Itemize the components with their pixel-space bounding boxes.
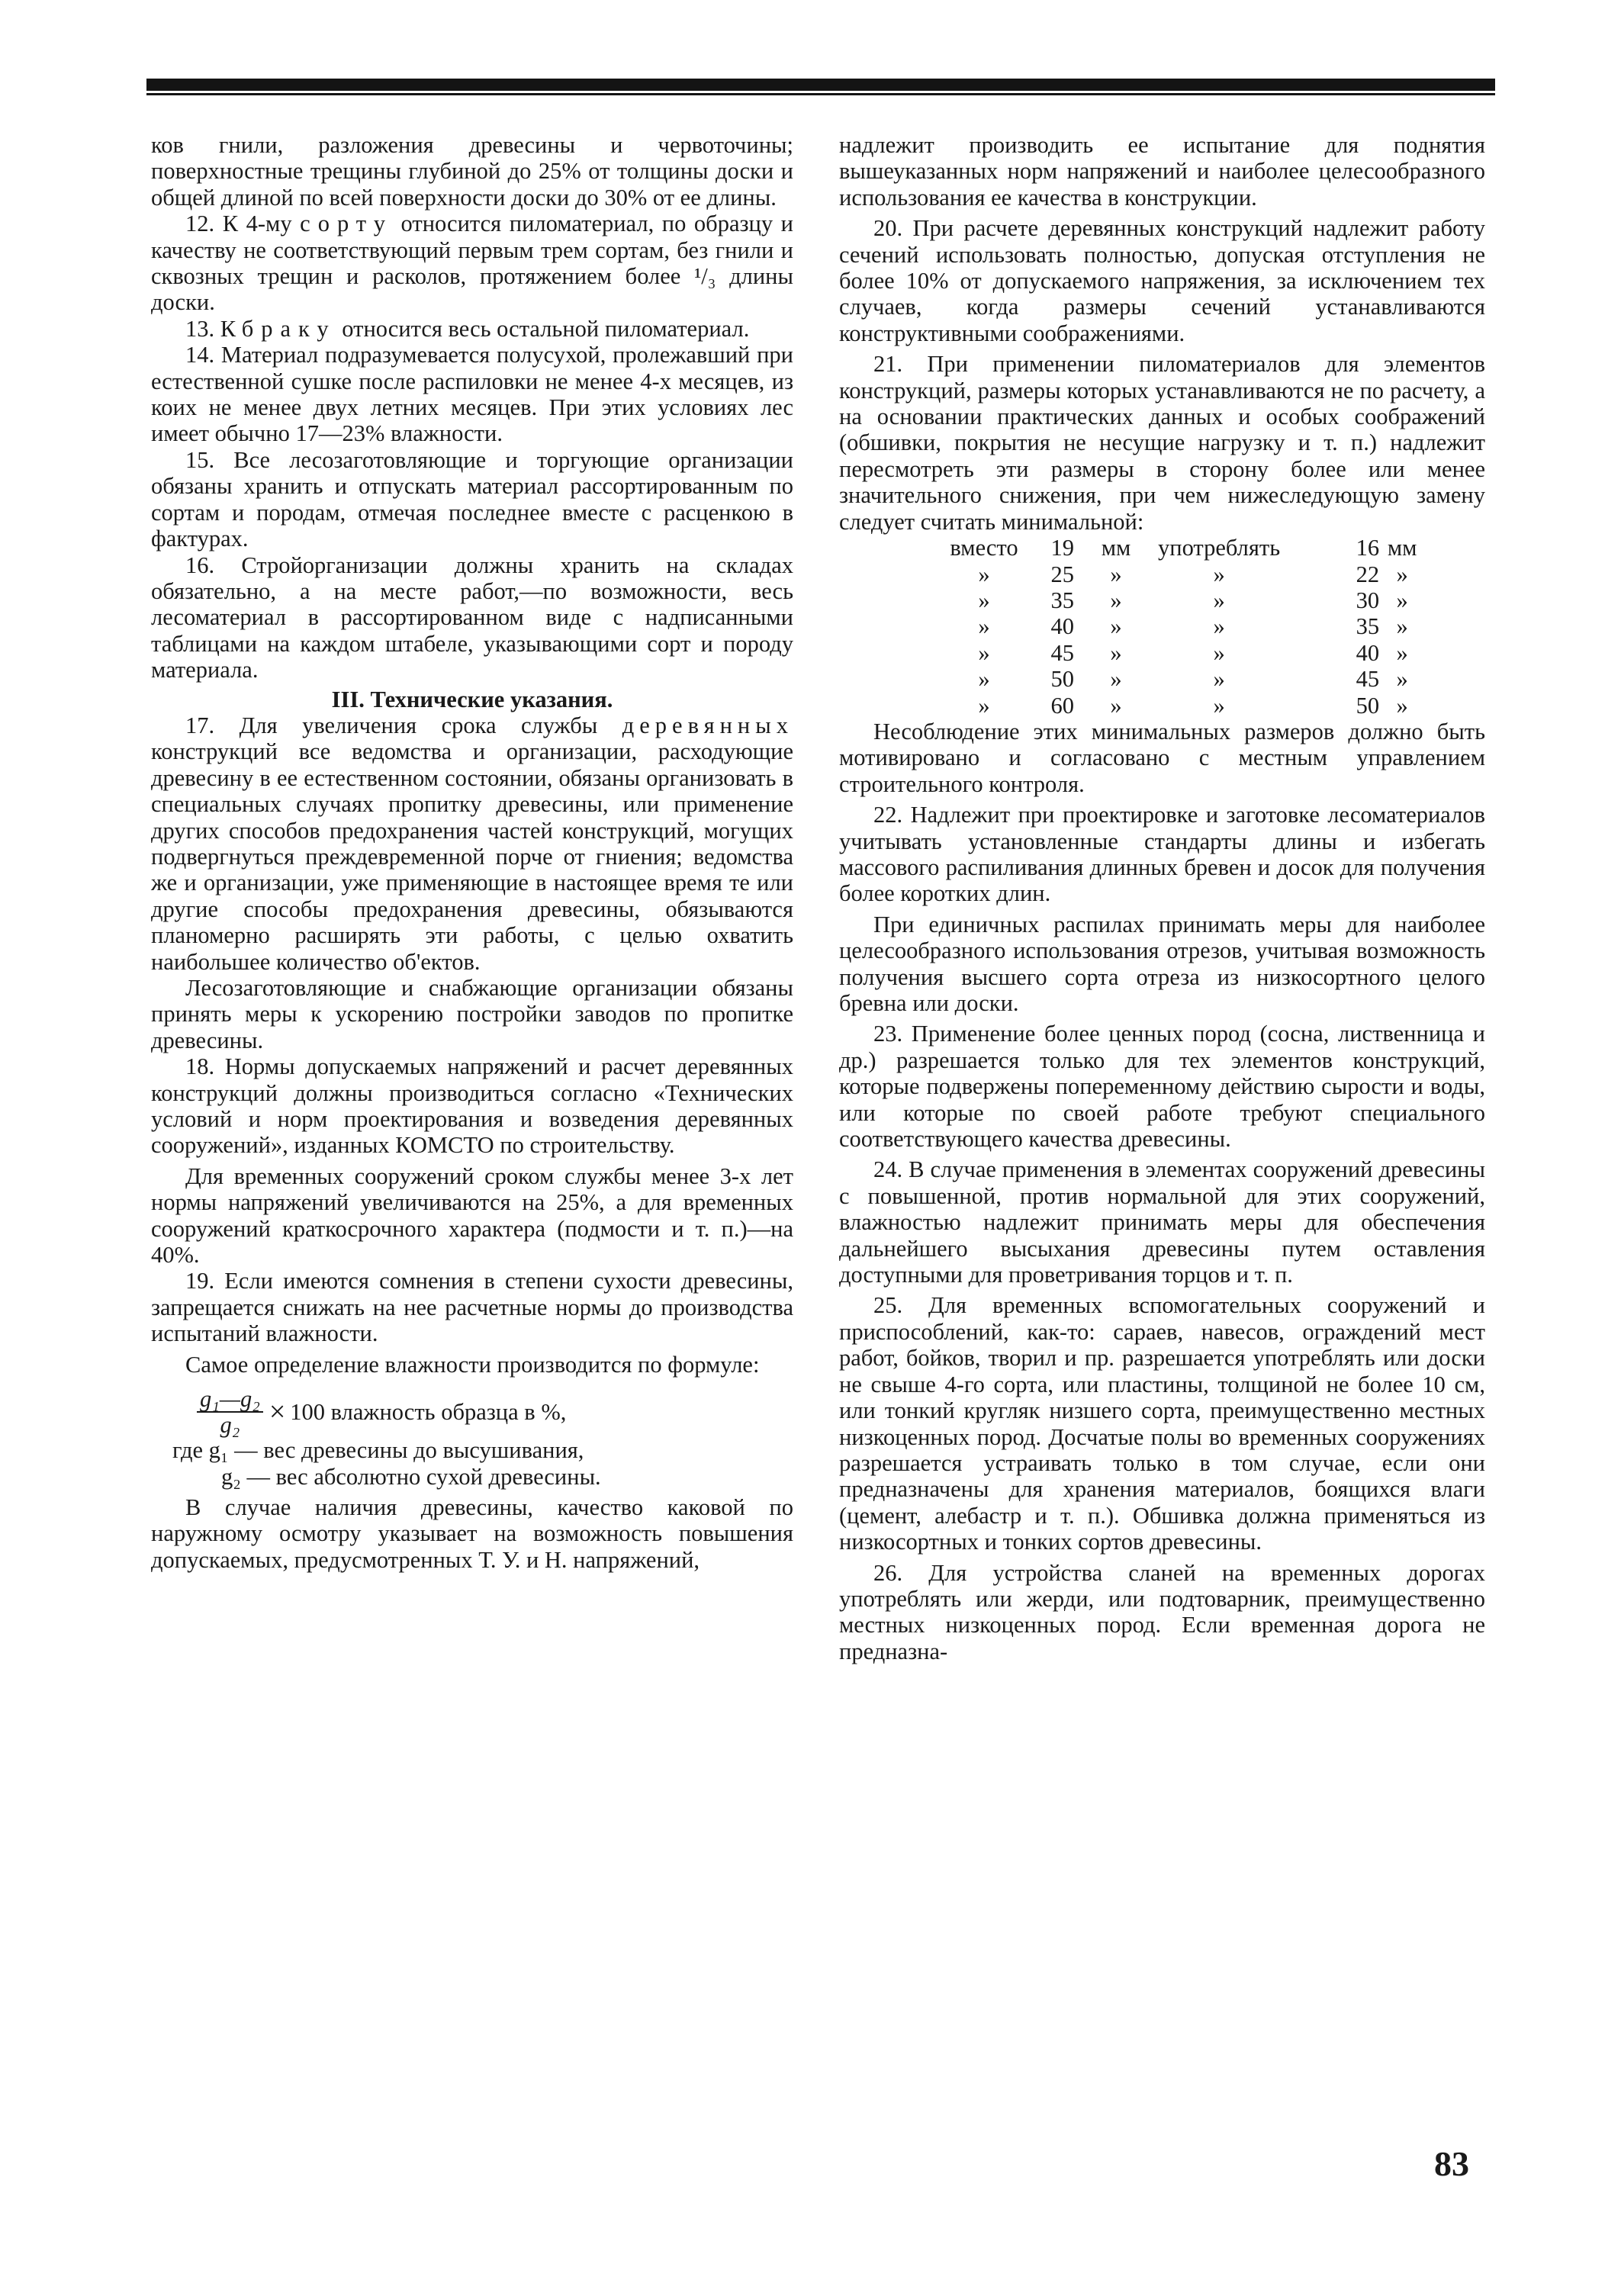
paragraph-19b: Самое определение влажности производится по формуле: (185, 1351, 760, 1378)
substitution-cell-to: 50 (1356, 692, 1380, 719)
paragraph-13-term: браку (241, 315, 336, 342)
substitution-row (938, 613, 1425, 639)
paragraph-11-continuation: ков гнили, разложения древесины и червоточины; поверхностные трещины глубиной до 25% от толщины доски и общей длиной по всей поверхности доски до 30% от ее длины. (151, 132, 793, 211)
substitution-cell-q2: » (1213, 587, 1225, 613)
substitution-table (938, 535, 1425, 719)
substitution-cell-q2: » (1213, 666, 1225, 693)
substitution-table-wrap (839, 535, 1485, 719)
substitution-cell-u2: » (1396, 587, 1408, 613)
paragraph-12-text: относится пиломатериал, по образцу и качеству не соответствующий первым трем сортам, без гнили и сквозных трещин и расколов, протяжением более ¹/₃ длины доски. (151, 211, 793, 316)
paragraph-17 (151, 712, 793, 975)
substitution-cell-q1: » (978, 587, 990, 613)
substitution-cell-to: 30 (1356, 587, 1380, 613)
formula-times-sign: × (269, 1395, 286, 1428)
paragraph-22b: При единичных распилах принимать меры для наиболее целесообразного использования отрезов, учитывая возможность получения высшего сорта отреза из низкосортного целого бревна или доски. (839, 911, 1485, 1016)
paragraph-13 (151, 316, 793, 342)
substitution-cell-from: 19 (1050, 535, 1074, 561)
paragraph-21b: Несоблюдение этих минимальных размеров должно быть мотивировано и согласовано с местным управлением строительного контроля. (839, 718, 1485, 797)
paragraph-17-term: деревянных (622, 712, 793, 738)
top-rule-thin (146, 93, 1495, 95)
substitution-cell-q2: » (1213, 692, 1225, 719)
paragraph-23: 23. Применение более ценных пород (сосна, лиственница и др.) разрешается только для тех элементов конструкций, которые подвержены попеременному действию сырости и воды, или которые по своей работе требуют специального соответствующего качества древесины. (839, 1021, 1485, 1153)
paragraph-12-number: 12. К 4-му (185, 211, 301, 237)
substitution-row (938, 640, 1425, 666)
substitution-cell-u1: » (1110, 692, 1122, 719)
paragraph-17b: Лесозаготовляющие и снабжающие организации обязаны принять меры к ускорению постройки заводов по пропитке древесины. (151, 975, 793, 1053)
formula-definition-1: где g₁ — вес древесины до высушивания, (172, 1437, 584, 1464)
right-column (839, 132, 1485, 1664)
substitution-cell-to: 35 (1356, 613, 1380, 640)
substitution-cell-u2: » (1396, 639, 1408, 666)
paragraph-13-number: 13. К (185, 315, 242, 342)
paragraph-19c: В случае наличия древесины, качество каковой по наружному осмотру указывает на возможность повышения допускаемых, предусмотренных Т. У. и Н. напряжений, (151, 1494, 793, 1573)
substitution-cell-from: 25 (1050, 561, 1074, 587)
paragraph-16: 16. Стройорганизации должны хранить на складах обязательно, а на месте работ,—по возможности, весь лесоматериал в рассортированном виде с надписанными таблицами на каждом штабеле, указывающими сорт и породу материала. (151, 551, 793, 683)
substitution-cell-u1: » (1110, 666, 1122, 693)
formula-numerator: g₁—g₂ (197, 1387, 263, 1413)
substitution-cell-u2: » (1396, 561, 1408, 587)
substitution-cell-u1: » (1110, 587, 1122, 613)
substitution-cell-q1: » (978, 692, 990, 719)
substitution-cell-q2: » (1213, 613, 1225, 640)
substitution-cell-q1: вместо (950, 535, 1018, 561)
substitution-cell-u1: » (1110, 639, 1122, 666)
paragraph-12 (151, 211, 793, 316)
substitution-cell-q1: » (978, 666, 990, 693)
substitution-cell-u2: » (1396, 692, 1408, 719)
paragraph-13-text: относится весь остальной пиломатериал. (336, 315, 750, 342)
paragraph-21: 21. При применении пиломатериалов для элементов конструкций, размеры которых устанавливаются не по расчету, а на основании практических данных и особых соображений (обшивки, покрытия не несущие нагрузку и т. п.) надлежит пересмотреть эти размеры в сторону более или менее значительного снижения, при чем нижеследующую замену следует считать минимальной: (839, 351, 1485, 535)
substitution-cell-q1: » (978, 561, 990, 587)
substitution-row (938, 535, 1425, 561)
paragraph-20: 20. При расчете деревянных конструкций надлежит работу сечений использовать полностью, допуская отступления не более 10% от допускаемого напряжения, за исключением тех случаев, когда размеры сечений устанавливаются конструктивными соображениями. (839, 215, 1485, 346)
substitution-cell-to: 22 (1356, 561, 1380, 587)
substitution-cell-from: 60 (1050, 692, 1074, 719)
substitution-cell-to: 16 (1356, 535, 1380, 561)
substitution-cell-from: 50 (1050, 666, 1074, 693)
paragraph-19-continuation: надлежит производить ее испытание для поднятия вышеуказанных норм напряжений и наиболее целесообразного использования ее качества в конструкции. (839, 132, 1485, 211)
paragraph-25: 25. Для временных вспомогательных сооружений и приспособлений, как-то: сараев, навесов, ограждений мест работ, бойков, творил и пр. разрешается употреблять или доски не свыше 4-го сорта, или пластины, толщиной не более 10 см, или тонкий кругляк низшего сорта, преимущественно местных низкоценных пород. Досчатые полы во временных сооружениях разрешается устраивать только в том случае, если они предназначены для хранения материалов, боящихся влаги (цемент, алебастр и т. п.). Обшивка должна применяться из низкосортных и тонких сортов древесины. (839, 1292, 1485, 1555)
substitution-cell-q1: » (978, 613, 990, 640)
substitution-cell-from: 45 (1050, 639, 1074, 666)
substitution-cell-u1: » (1110, 613, 1122, 640)
left-column (151, 132, 793, 1573)
top-rule (146, 79, 1495, 91)
substitution-cell-u1: » (1110, 561, 1122, 587)
substitution-cell-from: 35 (1050, 587, 1074, 613)
formula-fraction (197, 1387, 263, 1437)
paragraph-17-number: 17. Для увеличения срока службы (185, 712, 622, 738)
formula-denominator: g₂ (220, 1412, 240, 1439)
substitution-cell-q2: употреблять (1158, 535, 1281, 561)
substitution-row (938, 587, 1425, 613)
substitution-row (938, 666, 1425, 692)
paragraph-14: 14. Материал подразумевается полусухой, пролежавший при естественной сушке после распиловки не менее 4-х месяцев, из коих не менее двух летних месяцев. При этих условиях лес имеет обычно 17—23% влажности. (151, 342, 793, 447)
substitution-cell-u2: » (1396, 613, 1408, 640)
formula-row (151, 1387, 793, 1437)
substitution-cell-q1: » (978, 639, 990, 666)
paragraph-22: 22. Надлежит при проектировке и заготовке лесоматериалов учитывать установленные стандарты длины и избегать массового распиливания длинных бревен и досок для получения более коротких длин. (839, 802, 1485, 907)
substitution-cell-u2: мм (1387, 535, 1417, 561)
substitution-cell-u2: » (1396, 666, 1408, 693)
paragraph-17-text: конструкций все ведомства и организации, расходующие древесину в ее естественном состоянии, обязаны организовать в специальных случаях пропитку древесины, или применение других способов предохранения частей конструкций, могущих подвергнуться преждевременной порче от гниения; ведомства же и организации, уже применяющие в настоящее время те или другие способы предохранения древесины, обязываются планомерно расширять эти работы, с целью охватить наибольшее количество об'ектов. (151, 738, 793, 975)
paragraph-18b: Для временных сооружений сроком службы менее 3-х лет нормы напряжений увеличиваются на 25%, а для временных сооружений краткосрочного характера (подмости и т. п.)—на 40%. (151, 1162, 793, 1269)
substitution-cell-q2: » (1213, 561, 1225, 587)
substitution-cell-to: 45 (1356, 666, 1380, 693)
substitution-row (938, 561, 1425, 587)
substitution-cell-q2: » (1213, 639, 1225, 666)
paragraph-15: 15. Все лесозаготовляющие и торгующие организации обязаны хранить и отпускать материал рассортированным по сортам и породам, отмечая последнее вместе с расценкою в фактурах. (151, 446, 793, 552)
paragraph-26: 26. Для устройства сланей на временных дорогах употреблять или жерди, или подтоварник, преимущественно местных низкоценных пород. Если временная дорога не предназна- (839, 1559, 1485, 1664)
substitution-cell-to: 40 (1356, 639, 1380, 666)
substitution-cell-u1: мм (1101, 535, 1131, 561)
substitution-cell-from: 40 (1050, 613, 1074, 640)
paragraph-19: 19. Если имеются сомнения в степени сухости древесины, запрещается снижать на нее расчетные нормы до производства испытаний влажности. (151, 1268, 793, 1347)
paragraph-18: 18. Нормы допускаемых напряжений и расчет деревянных конструкций должны производиться согласно «Технических условий и норм проектирования и возведения деревянных сооружений», изданных КОМСТО по строительству. (151, 1053, 793, 1159)
moisture-formula (151, 1387, 793, 1490)
page-number: 83 (1434, 2144, 1469, 2183)
paragraph-24: 24. В случае применения в элементах сооружений древесины с повышенной, против нормальной для этих сооружений, влажностью надлежит принимать меры для обеспечения дальнейшего высыхания древесины путем оставления доступными для проветривания торцов и т. п. (839, 1156, 1485, 1288)
section-title: III. Технические указания. (331, 686, 613, 712)
paragraph-12-term: сорту (300, 211, 393, 237)
substitution-row (938, 693, 1425, 719)
formula-definition-2: g₂ — вес абсолютно сухой древесины. (221, 1463, 601, 1490)
formula-text: 100 влажность образца в %, (290, 1398, 567, 1425)
